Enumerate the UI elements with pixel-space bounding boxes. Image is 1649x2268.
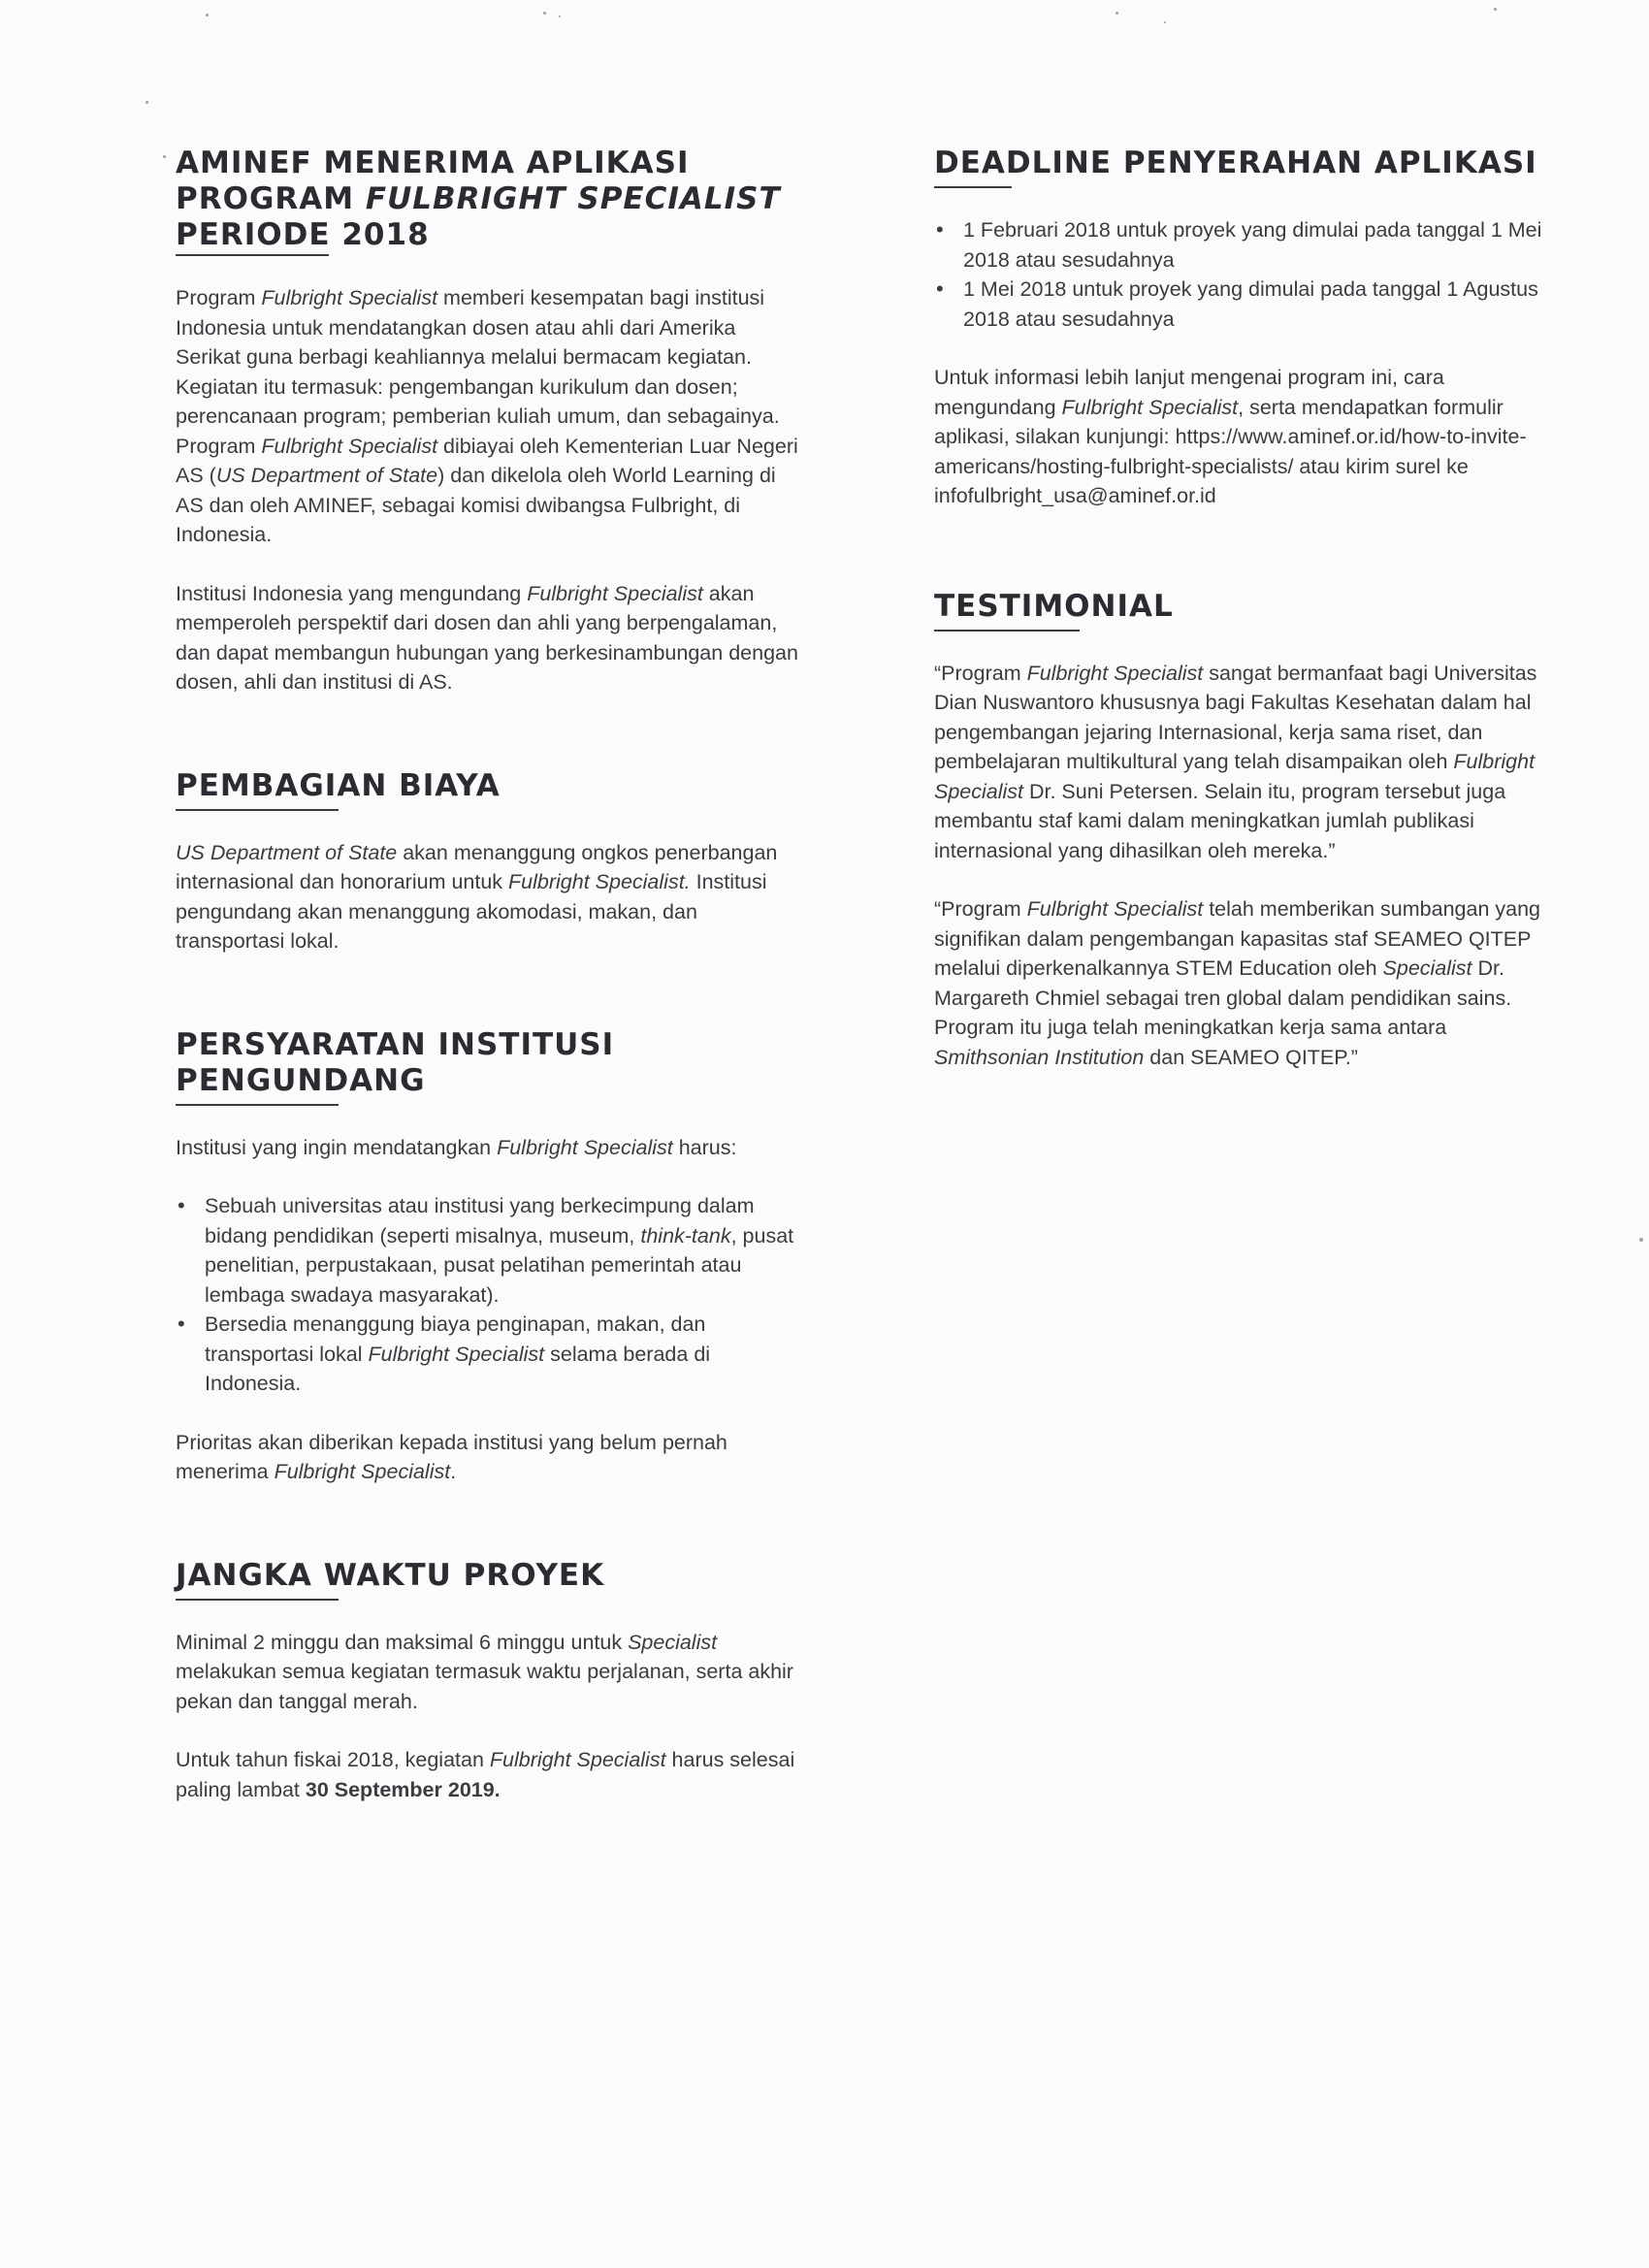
testimonial-2: “Program Fulbright Specialist telah memberikan sumbangan yang signifikan dalam pengembangan kapasitas staf SEAMEO QITEP melalui diperkenalkannya STEM Education oleh Specialist Dr. Margareth Chmiel sebagai tren global dalam pendidikan sains. Program itu juga telah meningkatkan kerja sama antara Smithsonian Institution dan SEAMEO QITEP.” xyxy=(934,897,1541,1069)
title-underline xyxy=(176,809,339,811)
scan-speck xyxy=(1164,21,1166,23)
testimonial-1: “Program Fulbright Specialist sangat bermanfaat bagi Universitas Dian Nuswantoro khususnya bagi Fakultas Kesehatan dalam hal pengembangan jejaring Internasional, kerja sama riset, dan pembelajaran multikultural yang telah disampaikan oleh Fulbright Specialist Dr. Suni Petersen. Selain itu, program tersebut juga membantu staf kami dalam meningkatkan jumlah publikasi internasional yang dihasilkan oleh mereka.” xyxy=(934,661,1537,862)
aminef-url-link[interactable]: https://www.aminef.or.id/how-to-invite-americans/hosting-fulbright-specialists/ xyxy=(934,425,1527,478)
jangka-paragraph-2: Untuk tahun fiskai 2018, kegiatan Fulbright Specialist harus selesai paling lambat 30 September 2019. xyxy=(176,1748,795,1801)
jangka-title: JANGKA WAKTU PROYEK xyxy=(176,1557,605,1593)
list-item: • Sebuah universitas atau institusi yang berkecimpung dalam bidang pendidikan (seperti misalnya, museum, think-tank, pusat penelitian, perpustakaan, pusat pelatihan pemerintah atau lembaga swadaya masyarakat). xyxy=(176,1191,806,1310)
biaya-section xyxy=(176,768,806,956)
scan-speck xyxy=(206,14,209,16)
intro-title-line3: PERIODE 2018 xyxy=(176,217,430,252)
deadline-info: Untuk informasi lebih lanjut mengenai program ini, cara mengundang Fulbright Specialist, serta mendapatkan formulir aplikasi, silakan kunjungi: https://www.aminef.or.id/how-to-invite-americans/hosting-fulbright-specialists/ atau kirim surel ke infofulbright_usa@aminef.or.id xyxy=(934,366,1527,507)
title-underline xyxy=(934,186,1012,188)
intro-title-line1: AMINEF MENERIMA APLIKASI xyxy=(176,146,690,180)
deadline-list xyxy=(934,215,1565,334)
persyaratan-prioritas: Prioritas akan diberikan kepada institusi yang belum pernah menerima Fulbright Specialist. xyxy=(176,1430,728,1483)
scan-speck xyxy=(543,12,546,15)
title-underline xyxy=(934,630,1080,632)
persyaratan-intro: Institusi yang ingin mendatangkan Fulbright Specialist harus: xyxy=(176,1135,737,1159)
intro-paragraph-1: Program Fulbright Specialist memberi kesempatan bagi institusi Indonesia untuk mendatangkan dosen atau ahli dari Amerika Serikat guna berbagi keahliannya melalui bermacam kegiatan. Kegiatan itu termasuk: pengembangan kurikulum dan dosen; perencanaan program; pemberian kuliah umum, dan sebagainya. Program Fulbright Specialist dibiayai oleh Kementerian Luar Negeri AS (US Department of State) dan dikelola oleh World Learning di AS dan oleh AMINEF, sebagai komisi dwibangsa Fulbright, di Indonesia. xyxy=(176,286,798,546)
intro-paragraph-2: Institusi Indonesia yang mengundang Fulbright Specialist akan memperoleh perspektif dari dosen dan ahli yang berpengalaman, dan dapat membangun hubungan yang berkesinambungan dengan dosen, ahli dan institusi di AS. xyxy=(176,581,798,694)
intro-section xyxy=(176,146,806,697)
email-link[interactable]: infofulbright_usa@aminef.or.id xyxy=(934,484,1216,507)
persyaratan-section xyxy=(176,1027,806,1487)
persyaratan-title: PERSYARATAN INSTITUSI PENGUNDANG xyxy=(176,1026,615,1098)
title-underline xyxy=(176,254,329,256)
right-column xyxy=(934,146,1565,1101)
title-underline xyxy=(176,1104,339,1106)
biaya-title: PEMBAGIAN BIAYA xyxy=(176,767,501,803)
intro-title xyxy=(176,146,806,253)
intro-title-line2-italic: FULBRIGHT SPECIALIST xyxy=(365,181,781,216)
intro-title-line2: PROGRAM xyxy=(176,181,366,216)
testimonial-title: TESTIMONIAL xyxy=(934,588,1174,624)
biaya-paragraph: US Department of State akan menanggung ongkos penerbangan internasional dan honorarium untuk Fulbright Specialist. Institusi pengundang akan menanggung akomodasi, makan, dan transportasi lokal. xyxy=(176,840,778,953)
deadline-title: DEADLINE PENYERAHAN APLIKASI xyxy=(934,146,1537,180)
deadline-section xyxy=(934,146,1565,511)
scan-speck xyxy=(146,101,148,104)
testimonial-section xyxy=(934,589,1565,1073)
scan-speck xyxy=(163,155,166,158)
scan-speck xyxy=(559,16,561,17)
list-item: • 1 Februari 2018 untuk proyek yang dimulai pada tanggal 1 Mei 2018 atau sesudahnya xyxy=(934,215,1565,275)
list-item: • 1 Mei 2018 untuk proyek yang dimulai pada tanggal 1 Agustus 2018 atau sesudahnya xyxy=(934,275,1565,334)
left-column xyxy=(176,146,806,1833)
persyaratan-list xyxy=(176,1191,806,1399)
jangka-paragraph-1: Minimal 2 minggu dan maksimal 6 minggu untuk Specialist melakukan semua kegiatan termasuk waktu perjalanan, serta akhir pekan dan tanggal merah. xyxy=(176,1630,793,1713)
scan-speck xyxy=(1494,8,1497,11)
scan-speck xyxy=(1639,1238,1643,1242)
scan-speck xyxy=(1116,12,1118,15)
jangka-section xyxy=(176,1558,806,1805)
title-underline xyxy=(176,1599,339,1601)
list-item: • Bersedia menanggung biaya penginapan, makan, dan transportasi lokal Fulbright Specialist selama berada di Indonesia. xyxy=(176,1310,806,1399)
